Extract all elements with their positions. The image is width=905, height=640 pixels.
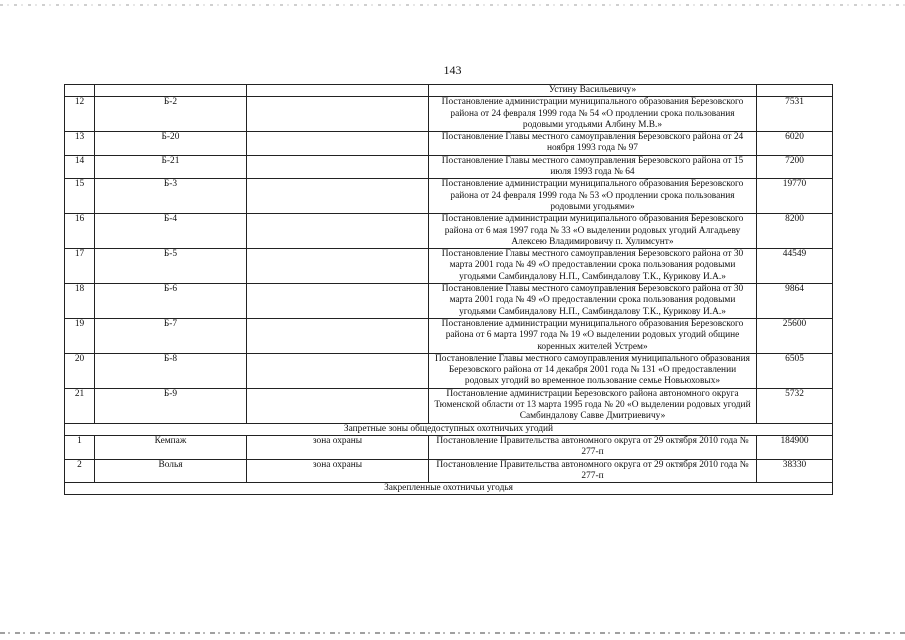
page-number: 143 [443, 63, 462, 77]
cell-code: Б-20 [95, 132, 247, 156]
cell-type [247, 388, 429, 423]
cell-code: Б-6 [95, 284, 247, 319]
cell-document: Постановление администрации муниципального образования Березовского района от 24 февраля 1999 года № 54 «О продлении срока пользования родовыми угодьями Албину М.В.» [429, 97, 757, 132]
cell-code: Б-7 [95, 318, 247, 353]
table-row [65, 249, 833, 284]
table-row [65, 435, 833, 459]
cell-type [247, 249, 429, 284]
cell-num: 12 [65, 97, 95, 132]
cell-area: 38330 [757, 459, 833, 483]
cell-type: зона охраны [247, 459, 429, 483]
cell-area: 8200 [757, 214, 833, 249]
scan-edge-top [0, 4, 905, 6]
cell-area: 7531 [757, 97, 833, 132]
cell-num: 16 [65, 214, 95, 249]
table-row [65, 214, 833, 249]
hunting-grounds-table [64, 84, 833, 495]
scan-edge-bottom [0, 632, 905, 634]
cell-area: 5732 [757, 388, 833, 423]
cell-area: 44549 [757, 249, 833, 284]
cell-code: Б-9 [95, 388, 247, 423]
cell-code: Б-21 [95, 155, 247, 179]
cell-num: 18 [65, 284, 95, 319]
cell-code: Б-2 [95, 97, 247, 132]
cell-type [247, 97, 429, 132]
cell-num: 17 [65, 249, 95, 284]
cell-document: Постановление Правительства автономного округа от 29 октября 2010 года № 277-п [429, 459, 757, 483]
cell-num [65, 85, 95, 97]
table-row-continuation [65, 85, 833, 97]
section-assigned-grounds [65, 483, 833, 495]
cell-num: 1 [65, 435, 95, 459]
cell-type: зона охраны [247, 435, 429, 459]
cell-document: Постановление администрации муниципального образования Березовского района от 6 марта 1997 года № 19 «О выделении родовых угодий общине коренных жителей Устрем» [429, 318, 757, 353]
cell-num: 19 [65, 318, 95, 353]
cell-code: Кемпаж [95, 435, 247, 459]
table-row [65, 179, 833, 214]
cell-area: 6505 [757, 353, 833, 388]
cell-area: 6020 [757, 132, 833, 156]
cell-num: 21 [65, 388, 95, 423]
cell-area: 184900 [757, 435, 833, 459]
table-row [65, 353, 833, 388]
cell-code: Б-8 [95, 353, 247, 388]
cell-area: 9864 [757, 284, 833, 319]
section-assigned-grounds-label: Закрепленные охотничьи угодья [65, 483, 833, 495]
cell-area: 7200 [757, 155, 833, 179]
cell-area [757, 85, 833, 97]
cell-area: 19770 [757, 179, 833, 214]
cell-num: 13 [65, 132, 95, 156]
cell-code: Б-5 [95, 249, 247, 284]
cell-document: Постановление администрации Березовского района автономного округа Тюменской области от 13 марта 1995 года № 20 «О выделении родовых угодий Самбиндалову Савве Дмитриевичу» [429, 388, 757, 423]
cell-num: 15 [65, 179, 95, 214]
cell-document: Постановление Главы местного самоуправления Березовского района от 30 марта 2001 года № 49 «О предоставлении срока пользования родовыми угодьями Самбиндалову Н.П., Самбиндалову Т.К., Курикову И.А.» [429, 284, 757, 319]
cell-document: Постановление Главы местного самоуправления Березовского района от 15 июля 1993 года № 64 [429, 155, 757, 179]
cell-document: Постановление Главы местного самоуправления муниципального образования Березовского района от 14 декабря 2001 года № 131 «О предоставлении родовых угодий во временное пользование семье Новьюховых» [429, 353, 757, 388]
cell-code [95, 85, 247, 97]
cell-document: Постановление Главы местного самоуправления Березовского района от 24 ноября 1993 года № 97 [429, 132, 757, 156]
cell-code: Волья [95, 459, 247, 483]
table-row [65, 459, 833, 483]
cell-type [247, 353, 429, 388]
cell-type [247, 214, 429, 249]
cell-num: 14 [65, 155, 95, 179]
cell-document: Постановление Правительства автономного округа от 29 октября 2010 года № 277-п [429, 435, 757, 459]
table-row [65, 155, 833, 179]
section-prohibited-zones-label: Запретные зоны общедоступных охотничьих угодий [65, 423, 833, 435]
cell-document: Устину Васильевичу» [429, 85, 757, 97]
cell-document: Постановление администрации муниципального образования Березовского района от 6 мая 1997 года № 33 «О выделении родовых угодий Алгадьеву Алексею Владимировичу п. Хулимсунт» [429, 214, 757, 249]
cell-area: 25600 [757, 318, 833, 353]
table-row [65, 97, 833, 132]
cell-type [247, 284, 429, 319]
cell-num: 2 [65, 459, 95, 483]
cell-type [247, 179, 429, 214]
cell-type [247, 155, 429, 179]
table-row [65, 318, 833, 353]
cell-type [247, 132, 429, 156]
cell-type [247, 85, 429, 97]
cell-document: Постановление Главы местного самоуправления Березовского района от 30 марта 2001 года № 49 «О предоставлении срока пользования родовыми угодьями Самбиндалову Н.П., Самбиндалову Т.К., Курикову И.А.» [429, 249, 757, 284]
cell-code: Б-3 [95, 179, 247, 214]
cell-type [247, 318, 429, 353]
table-row [65, 132, 833, 156]
table-row [65, 388, 833, 423]
cell-code: Б-4 [95, 214, 247, 249]
cell-document: Постановление администрации муниципального образования Березовского района от 24 февраля 1999 года № 53 «О продлении срока пользования родовыми угодьями» [429, 179, 757, 214]
table-body [65, 85, 833, 495]
table-row [65, 284, 833, 319]
cell-num: 20 [65, 353, 95, 388]
section-prohibited-zones [65, 423, 833, 435]
